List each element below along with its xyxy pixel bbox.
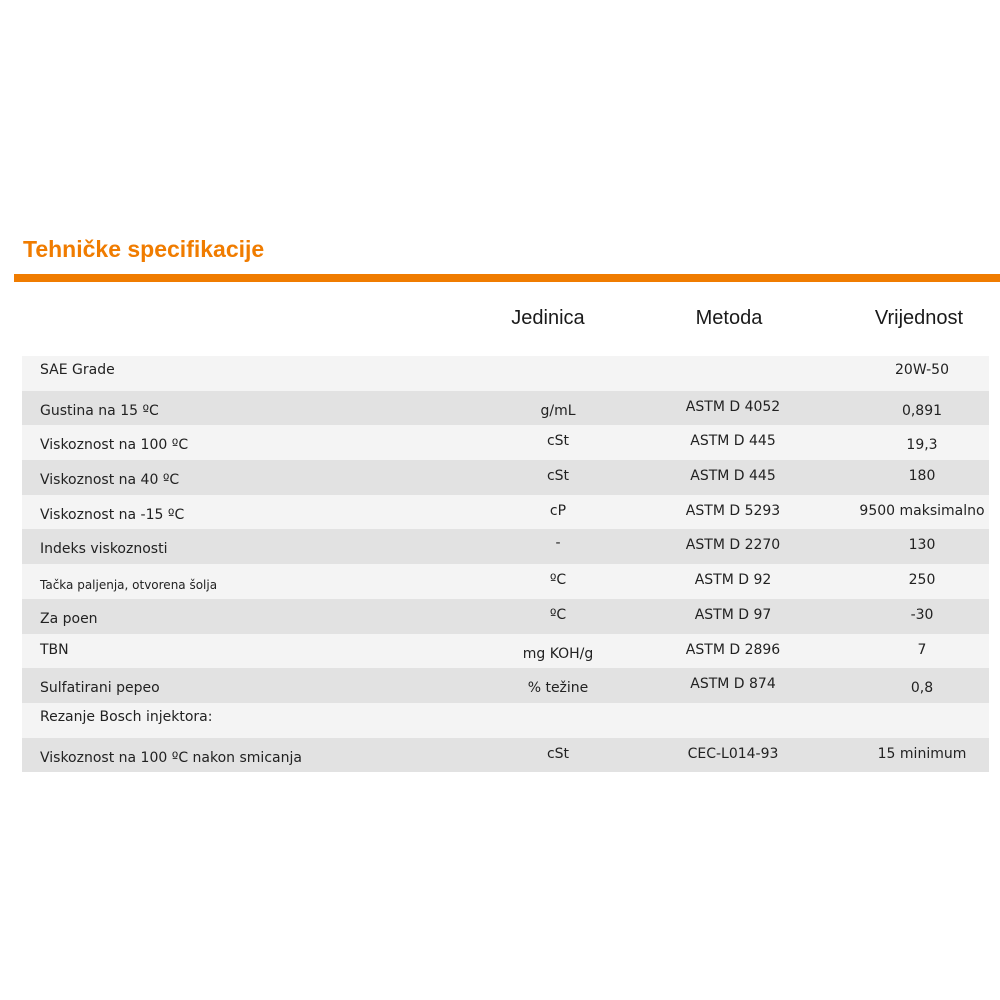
row-label: Za poen (40, 610, 98, 627)
row-unit: cSt (546, 745, 570, 762)
row-method: ASTM D 2896 (685, 641, 781, 658)
row-value: 9500 maksimalno (859, 502, 985, 519)
table-row (22, 391, 989, 426)
row-method: ASTM D 92 (694, 572, 772, 589)
row-value: 250 (908, 572, 936, 589)
row-unit: cP (549, 502, 567, 519)
spec-table (22, 356, 989, 772)
row-value: 130 (908, 537, 936, 554)
row-unit: % težine (527, 680, 589, 697)
column-header-unit: Jedinica (511, 307, 585, 329)
table-row (22, 703, 989, 738)
row-value: -30 (910, 606, 934, 623)
row-unit: ºC (549, 572, 567, 589)
row-method: ASTM D 874 (690, 676, 776, 693)
table-row (22, 738, 989, 773)
column-header-method: Metoda (695, 307, 763, 329)
row-label: Viskoznost na 40 ºC (40, 472, 180, 489)
row-label: Rezanje Bosch injektora: (40, 708, 213, 725)
row-unit: ºC (549, 606, 567, 623)
table-row (22, 529, 989, 564)
table-row (22, 356, 989, 391)
row-label: Gustina na 15 ºC (40, 402, 159, 419)
row-method: ASTM D 445 (690, 468, 776, 485)
row-value: 19,3 (906, 437, 938, 454)
row-value: 180 (908, 468, 936, 485)
row-label: Viskoznost na -15 ºC (40, 506, 185, 523)
row-unit: g/mL (540, 402, 576, 419)
row-value: 20W-50 (895, 362, 949, 378)
row-method: ASTM D 4052 (685, 398, 781, 415)
row-label: TBN (40, 641, 69, 658)
table-row (22, 634, 989, 669)
row-value: 0,8 (910, 680, 934, 697)
page-title: Tehničke specifikacije (23, 236, 265, 262)
row-method: ASTM D 2270 (685, 537, 781, 554)
table-row (22, 599, 989, 634)
row-method: CEC-L014-93 (687, 745, 779, 762)
row-unit: - (555, 535, 561, 552)
table-row (22, 495, 989, 530)
row-unit: mg KOH/g (522, 645, 594, 662)
row-label: Tačka paljenja, otvorena šolja (40, 578, 218, 593)
column-header-value: Vrijednost (874, 307, 964, 329)
row-label: Viskoznost na 100 ºC nakon smicanja (40, 749, 302, 766)
row-unit: cSt (546, 433, 570, 450)
row-label: Sulfatirani pepeo (40, 680, 160, 697)
row-value: 7 (917, 641, 927, 658)
table-row (22, 460, 989, 495)
table-row (22, 425, 989, 460)
title-divider (14, 274, 1000, 282)
row-unit: cSt (546, 468, 570, 485)
row-label: SAE Grade (40, 362, 115, 378)
row-method: ASTM D 5293 (685, 502, 781, 519)
row-method: ASTM D 97 (694, 606, 772, 623)
row-value: 15 minimum (877, 745, 967, 762)
table-row (22, 564, 989, 599)
row-label: Viskoznost na 100 ºC (40, 437, 189, 454)
row-method: ASTM D 445 (690, 433, 776, 450)
row-label: Indeks viskoznosti (40, 541, 168, 558)
table-row (22, 668, 989, 703)
row-value: 0,891 (901, 402, 943, 419)
